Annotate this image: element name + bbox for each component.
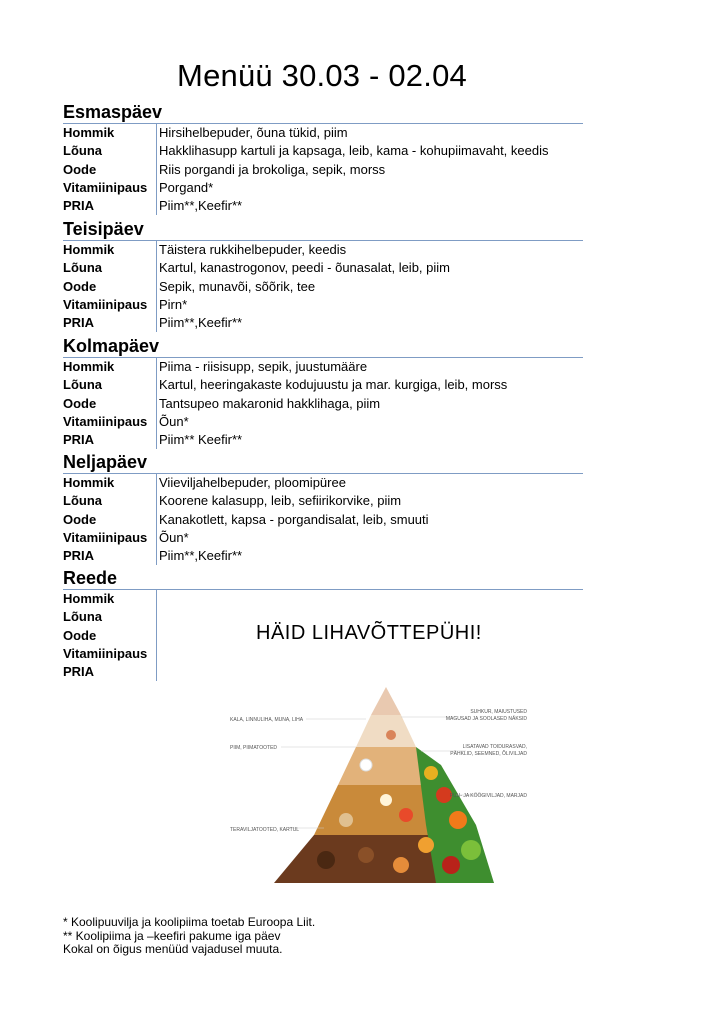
meal-label: Lõuna: [63, 377, 102, 393]
meal-value: Tantsupeo makaronid hakklihaga, piim: [159, 395, 381, 411]
meal-row: [63, 142, 583, 160]
meal-label: Oode: [63, 161, 97, 177]
meal-row: [63, 492, 583, 510]
meal-label: Lõuna: [63, 260, 102, 276]
pyramid-label: KALA, LINNULIHA, MUNA, LIHA: [230, 717, 304, 723]
day-name: Esmaspäev: [63, 101, 583, 124]
meal-label: Lõuna: [63, 493, 102, 509]
column-divider: [156, 124, 157, 215]
meal-row: [63, 278, 583, 296]
meal-label: Vitamiinipaus: [63, 296, 148, 312]
meal-label: Lõuna: [63, 609, 102, 625]
meal-row: [63, 529, 583, 547]
meal-row: [63, 179, 583, 197]
meal-label: PRIA: [63, 664, 95, 680]
meal-row: [63, 645, 583, 663]
meal-label: Oode: [63, 627, 97, 643]
meal-table: [63, 474, 583, 565]
meal-row: [63, 511, 583, 529]
page-title: Menüü 30.03 - 02.04: [177, 58, 467, 93]
food-pyramid-image: [226, 685, 531, 885]
day-section-thursday: [63, 451, 583, 565]
pyramid-label: SUHKUR, MAIUSTUSED: [470, 709, 527, 715]
meal-label: Oode: [63, 511, 97, 527]
meal-row: [63, 395, 583, 413]
meal-row: [63, 376, 583, 394]
meal-label: Hommik: [63, 125, 115, 140]
footnote-milk-daily: ** Koolipiima ja –keefiri pakume iga päev: [63, 928, 281, 943]
meal-row: [63, 431, 583, 449]
meal-label: Vitamiinipaus: [63, 529, 148, 545]
meal-label: PRIA: [63, 432, 95, 448]
meal-row: [63, 197, 583, 215]
meal-row: [63, 259, 583, 277]
meal-value: Kanakotlett, kapsa - porgandisalat, leib, smuuti: [159, 511, 429, 527]
pyramid-label: PÄHKLID, SEEMNED, ÕLIVILJAD: [450, 751, 527, 757]
meal-label: Oode: [63, 278, 97, 294]
meal-value: Piim** Keefir**: [159, 432, 243, 448]
meal-table: [63, 241, 583, 332]
meal-value: Õun*: [159, 529, 189, 545]
meal-row: [63, 663, 583, 681]
meal-label: Lõuna: [63, 143, 102, 159]
footnotes: [63, 916, 315, 957]
meal-value: Täistera rukkihelbepuder, keedis: [159, 242, 347, 257]
column-divider: [156, 590, 157, 681]
day-section-tuesday: [63, 218, 583, 332]
sweets-layer: [371, 687, 401, 715]
column-divider: [156, 241, 157, 332]
meal-value: Piim**,Keefir**: [159, 548, 243, 564]
column-divider: [156, 474, 157, 565]
meal-label: Vitamiinipaus: [63, 179, 148, 195]
meal-value: Riis porgandi ja brokoliga, sepik, morss: [159, 161, 386, 177]
meal-value: Kartul, kanastrogonov, peedi - õunasalat, leib, piim: [159, 260, 450, 276]
meal-label: Hommik: [63, 475, 115, 490]
meal-row: [63, 590, 583, 608]
meal-label: PRIA: [63, 198, 95, 214]
footnote-menu-change: Kokal on õigus menüüd vajadusel muuta.: [63, 942, 283, 956]
pyramid-label: PUU- JA KÖÖGIVILJAD, MARJAD: [449, 793, 527, 799]
meal-label: Vitamiinipaus: [63, 645, 148, 661]
meal-row: [63, 314, 583, 332]
meal-row: [63, 358, 583, 376]
meal-value: Kartul, heeringakaste kodujuustu ja mar. kurgiga, leib, morss: [159, 377, 508, 393]
meal-table: [63, 124, 583, 215]
meal-row: [63, 474, 583, 492]
meal-row: [63, 296, 583, 314]
meal-value: Sepik, munavõi, sõõrik, tee: [159, 278, 316, 294]
meal-label: Hommik: [63, 242, 115, 257]
pyramid-label: MAGUSAD JA SOOLASED NÄKSID: [445, 716, 527, 722]
fats-layer: [356, 715, 416, 747]
column-divider: [156, 358, 157, 449]
meal-label: PRIA: [63, 548, 95, 564]
pyramid-label: TERAVILJATOOTED, KARTUL: [230, 827, 300, 833]
meal-value: Piima - riisisupp, sepik, juustumääre: [159, 359, 368, 374]
meal-value: Õun*: [159, 413, 189, 429]
meal-label: Oode: [63, 395, 97, 411]
pyramid-label: LISATAVAD TOIDURASVAD,: [462, 744, 527, 750]
day-name: Kolmapäev: [63, 335, 583, 358]
day-name: Reede: [63, 567, 583, 590]
meal-value: Viieviljahelbepuder, ploomipüree: [159, 475, 346, 490]
day-name: Neljapäev: [63, 451, 583, 474]
meal-label: Hommik: [63, 359, 115, 374]
meal-row: [63, 124, 583, 142]
meal-table: [63, 358, 583, 449]
day-section-wednesday: [63, 335, 583, 449]
meal-value: Porgand*: [159, 179, 214, 195]
holiday-greeting: HÄID LIHAVÕTTEPÜHI!: [256, 622, 482, 644]
meal-label: Hommik: [63, 591, 115, 606]
meal-row: [63, 413, 583, 431]
meal-row: [63, 547, 583, 565]
meal-row: [63, 161, 583, 179]
meal-value: Koorene kalasupp, leib, sefiirikorvike, piim: [159, 493, 402, 509]
meal-row: [63, 241, 583, 259]
meal-label: PRIA: [63, 315, 95, 331]
day-section-monday: [63, 101, 583, 215]
footnote-eu-support: * Koolipuuvilja ja koolipiima toetab Euroopa Liit.: [63, 915, 316, 929]
meal-value: Pirn*: [159, 296, 188, 312]
pyramid-label: PIIM, PIIMATOOTED: [230, 745, 278, 751]
meal-value: Hakklihasupp kartuli ja kapsaga, leib, kama - kohupiimavaht, keedis: [159, 143, 549, 159]
meal-value: Hirsihelbepuder, õuna tükid, piim: [159, 125, 348, 140]
meal-value: Piim**,Keefir**: [159, 198, 243, 214]
meal-value: Piim**,Keefir**: [159, 315, 243, 331]
day-name: Teisipäev: [63, 218, 583, 241]
meal-label: Vitamiinipaus: [63, 413, 148, 429]
